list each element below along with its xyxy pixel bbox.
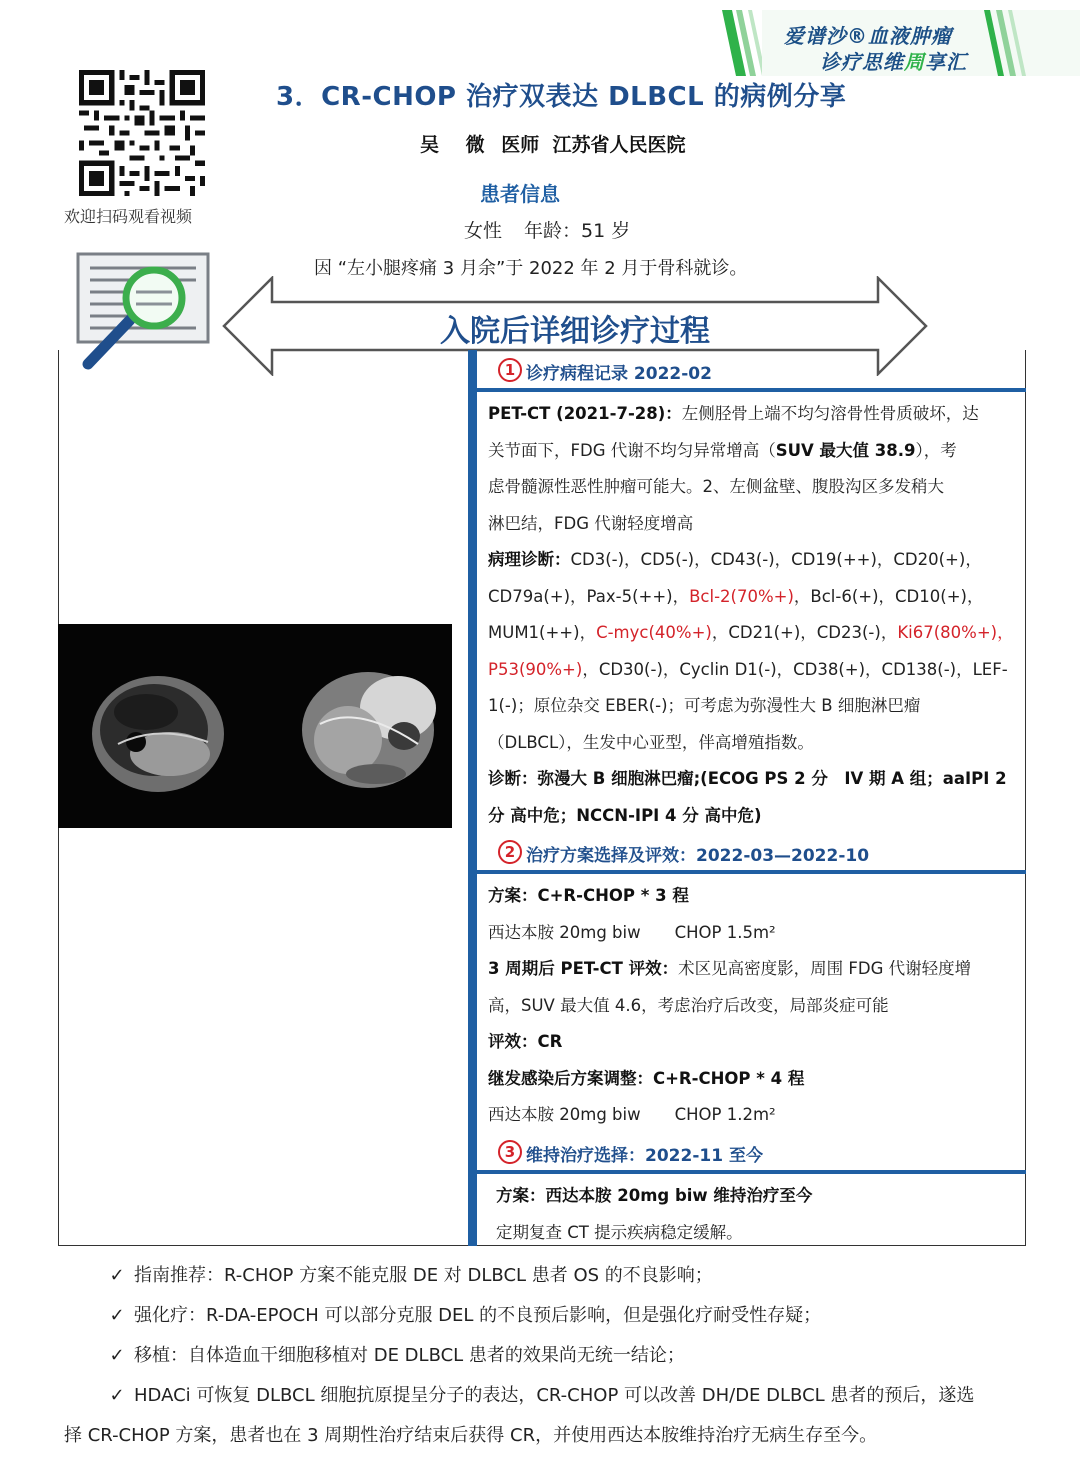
qr-caption: 欢迎扫码观看视频 — [64, 207, 193, 226]
process-banner-label: 入院后详细诊疗过程 — [440, 314, 710, 349]
section-2-header — [476, 832, 1026, 874]
author-role: 医师 — [501, 134, 540, 156]
patient-age: 年龄：51 岁 — [524, 220, 631, 242]
check-icon: ✓ — [109, 1305, 125, 1326]
mri-image — [58, 624, 452, 828]
timeline-bar — [468, 350, 477, 1246]
text-line: MUM1(++)，C-myc(40%+)，CD21(+)，CD23(-)，Ki67(80%+)， — [488, 623, 1014, 642]
section-2-title: 治疗方案选择及评效：2022-03—2022-10 — [526, 846, 870, 866]
patient-sex: 女性 — [464, 220, 503, 242]
brand-title-line2: 诊疗思维周享汇 — [820, 50, 967, 74]
summary-notes — [64, 1256, 1024, 1456]
brand-title-line1: 爱谱沙®血液肿瘤 — [784, 24, 952, 48]
text-line: （DLBCL），生发中心亚型，伴高增殖指数。 — [488, 732, 814, 752]
section-3-body — [496, 1178, 1026, 1251]
text-line: 淋巴结，FDG 代谢轻度增高 — [488, 513, 694, 533]
section-1-header — [476, 350, 1026, 392]
check-icon: ✓ — [109, 1385, 125, 1406]
author-hospital: 江苏省人民医院 — [552, 134, 686, 156]
pet-ct-line: PET-CT (2021-7-28)：左侧胫骨上端不均匀溶骨性骨质破坏，达 — [488, 404, 979, 423]
author-line — [420, 130, 686, 157]
note-item-continued: 择 CR-CHOP 方案，患者也在 3 周期性治疗结束后获得 CR，并使用西达本胺维持治疗无病生存至今。 — [64, 1425, 878, 1446]
maintenance-line: 方案：西达本胺 20mg biw 维持治疗至今 — [496, 1186, 813, 1205]
patient-complaint: 因 “左小腿疼痛 3 月余”于 2022 年 2 月于骨科就诊。 — [314, 258, 748, 279]
section-1-body — [488, 396, 1018, 834]
section-3-title: 维持治疗选择：2022-11 至今 — [526, 1146, 763, 1166]
text-line: 1(-)；原位杂交 EBER(-)；可考虑为弥漫性大 B 细胞淋巴瘤 — [488, 696, 921, 715]
diagnosis-line-cont: 分 高中危；NCCN-IPI 4 分 高中危) — [488, 805, 762, 825]
follow-up-line: 定期复查 CT 提示疾病稳定缓解。 — [496, 1222, 743, 1242]
adjustment-line: 继发感染后方案调整：C+R-CHOP * 4 程 — [488, 1068, 805, 1088]
text-line: P53(90%+)，CD30(-)，Cyclin D1(-)，CD38(+)，CD138(-)，LEF- — [488, 659, 1008, 679]
text-line: 虑骨髓源性恶性肿瘤可能大。2、左侧盆壁、腹股沟区多发稍大 — [488, 477, 944, 496]
section-2-number: 2 — [498, 840, 522, 864]
dose-line: 西达本胺 20mg biw CHOP 1.5m² — [488, 922, 776, 942]
section-1-title: 诊疗病程记录 2022-02 — [526, 364, 712, 384]
section-2-body — [488, 878, 1018, 1134]
evaluation-line: 3 周期后 PET-CT 评效：术区见高密度影，周围 FDG 代谢轻度增 — [488, 959, 972, 978]
check-icon: ✓ — [109, 1265, 125, 1286]
response-line: 评效：CR — [488, 1032, 563, 1051]
note-item: ✓ 强化疗：R-DA-EPOCH 可以部分克服 DEL 的不良预后影响，但是强化疗耐受性存疑； — [64, 1296, 1024, 1336]
pathology-line: 病理诊断：CD3(-)，CD5(-)，CD43(-)，CD19(++)，CD20(+)， — [488, 550, 982, 569]
qr-code-icon[interactable] — [78, 70, 206, 196]
patient-sex-age — [464, 216, 630, 243]
text-line: 关节面下，FDG 代谢不均匀异常增高（SUV 最大值 38.9），考 — [488, 440, 957, 460]
regimen-line: 方案：C+R-CHOP * 3 程 — [488, 886, 689, 905]
brand-banner — [722, 6, 1080, 80]
text-line: CD79a(+)，Pax-5(++)，Bcl-2(70%+)，Bcl-6(+)，CD10(+)， — [488, 586, 984, 606]
note-item: ✓ HDACi 可恢复 DLBCL 细胞抗原提呈分子的表达，CR-CHOP 可以改善 DH/DE DLBCL 患者的预后，遂选 — [64, 1376, 1024, 1416]
page-title: 3．CR-CHOP 治疗双表达 DLBCL 的病例分享 — [276, 82, 847, 112]
diagnosis-line: 诊断：弥漫大 B 细胞淋巴瘤;(ECOG PS 2 分 IV 期 A 组；aaIPI 2 — [488, 769, 1007, 788]
check-icon: ✓ — [109, 1345, 125, 1366]
section-3-header — [476, 1132, 1026, 1174]
note-item: ✓ 移植：自体造血干细胞移植对 DE DLBCL 患者的效果尚无统一结论； — [64, 1336, 1024, 1376]
dose-line: 西达本胺 20mg biw CHOP 1.2m² — [488, 1105, 776, 1124]
section-1-number: 1 — [498, 358, 522, 382]
patient-info-heading: 患者信息 — [480, 182, 560, 206]
text-line: 高，SUV 最大值 4.6，考虑治疗后改变，局部炎症可能 — [488, 995, 889, 1015]
author-name: 吴 微 — [420, 134, 495, 156]
note-item: ✓ 指南推荐：R-CHOP 方案不能克服 DE 对 DLBCL 患者 OS 的不良影响； — [64, 1256, 1024, 1296]
section-3-number: 3 — [498, 1140, 522, 1164]
